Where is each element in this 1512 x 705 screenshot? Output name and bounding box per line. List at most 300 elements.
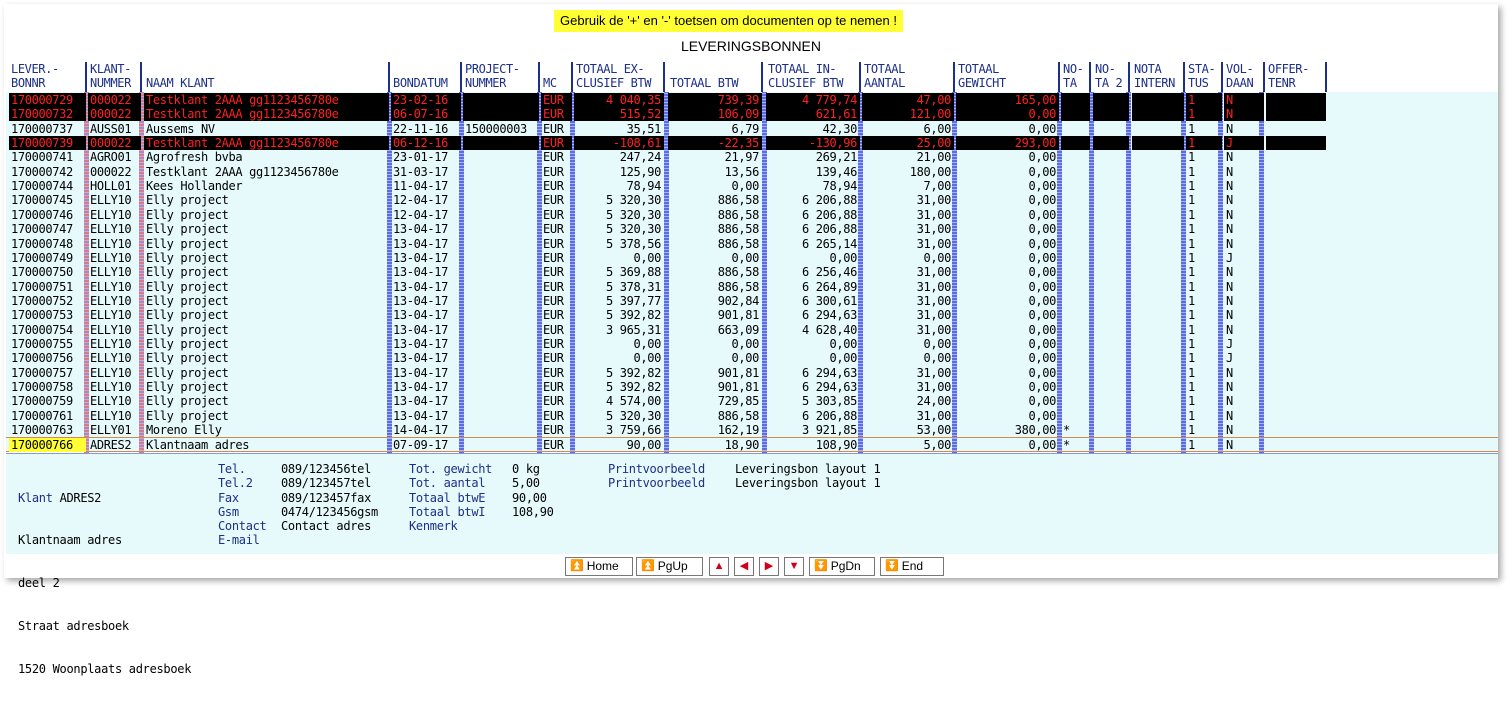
home-label: Home [586,559,619,573]
table-cell [1093,150,1129,164]
table-cell [1061,337,1090,351]
table-row[interactable] [6,423,1498,437]
table-cell: 42,30 [822,121,857,136]
table-cell: EUR [541,93,572,107]
table-cell: 0,00 [1028,408,1056,423]
info-line [218,476,408,490]
table-cell [1093,237,1129,251]
info-line [218,462,408,476]
table-row[interactable] [6,93,1498,107]
table-cell: 0,00 [1028,121,1056,136]
table-cell: 0,00 [1028,265,1056,280]
table-cell [1061,222,1090,236]
table-cell: 5 303,85 [802,394,857,409]
table-row[interactable] [6,409,1498,423]
header-col-totaal-excl[interactable]: TOTAAL EX- CLUSIEF BTW [574,62,665,92]
header-col-mc[interactable]: MC [541,62,573,92]
table-cell [1132,208,1184,222]
table-cell: EUR [543,121,564,136]
table-row[interactable] [6,122,1498,136]
info-value: Contact adres [281,519,372,534]
table-cell [1061,265,1090,279]
table-cell: 13-04-17 [393,265,448,280]
table-cell: 1 [1188,408,1195,423]
table-cell: 886,58 [717,408,759,423]
up-button[interactable] [709,557,729,576]
table-cell: 78,94 [626,179,661,194]
table-cell [1061,208,1090,222]
table-cell: 13-04-17 [393,236,448,251]
table-cell: 663,09 [717,322,759,337]
table-cell: 6 300,61 [802,293,857,308]
table-cell [1093,409,1129,423]
table-cell [1132,93,1184,107]
table-row[interactable] [6,394,1498,408]
arrow-left-icon: ◀ [739,560,749,572]
table-cell: 170000752 [11,293,73,308]
double-down-arrow-icon: ⏬ [885,560,899,572]
table-cell: 139,46 [815,164,857,179]
table-cell: 0,00 [1028,438,1056,453]
header-col-status[interactable]: STA- TUS [1186,62,1223,92]
table-cell [1132,150,1184,164]
header-col-nota-intern[interactable]: NOTA INTERN [1132,62,1185,92]
table-cell [1266,251,1326,265]
table-cell: 1 [1188,380,1195,394]
table-cell: 886,58 [717,236,759,251]
table-cell [1061,150,1090,164]
table-cell: 3 921,85 [802,423,857,438]
table-cell: 0,00 [923,336,951,351]
info-key: E-mail [218,533,260,548]
table-cell: 6 294,63 [802,308,857,323]
table-cell: 170000739 [9,136,86,150]
table-cell [1266,351,1326,365]
table-cell [463,380,539,394]
table-cell: 0,00 [1028,236,1056,251]
table-cell [463,93,539,107]
table-row[interactable] [6,323,1498,337]
table-cell [1132,423,1184,437]
table-cell [1061,165,1090,179]
table-cell: Testklant 2AAA gg1123456780e [144,93,389,107]
table-cell [1093,337,1129,351]
table-cell [1061,251,1090,265]
table-cell: N [1226,193,1233,208]
table-cell: EUR [543,293,564,308]
table-cell [1132,280,1184,294]
table-cell: 0,00 [1028,250,1056,265]
table-cell: 515,52 [574,107,664,121]
table-cell [463,208,539,222]
header-col-voldaan[interactable]: VOL- DAAN [1224,62,1265,92]
table-cell: 0,00 [1028,336,1056,351]
left-button[interactable] [734,557,754,576]
table-cell: EUR [543,222,564,237]
table-cell: 0,00 [1028,222,1056,237]
table-cell [1266,423,1326,437]
table-row[interactable] [6,165,1498,179]
table-cell: 739,39 [668,93,762,107]
table-cell: Elly project [146,351,229,366]
table-cell: 31,00 [916,193,951,208]
table-cell: 1 [1188,193,1195,208]
header-col-bonnr[interactable]: LEVER.- BONNR [9,62,87,92]
table-cell: 901,81 [717,365,759,380]
table-cell: ELLY10 [90,380,132,394]
table-cell: 47,00 [862,93,954,107]
table-cell: 1 [1188,279,1195,294]
table-row[interactable] [6,237,1498,251]
table-cell: 170000758 [11,380,73,394]
info-key: Totaal btwE [409,490,486,505]
table-cell: 170000747 [11,222,73,237]
table-cell: EUR [543,394,564,409]
table-cell: 13-04-17 [393,394,448,409]
pgdn-label: PgDn [830,559,861,573]
table-cell: 31,00 [916,236,951,251]
address-line: 1520 Woonplaats adresboek [18,662,192,677]
table-cell [1093,323,1129,337]
table-cell: Kees Hollander [146,179,243,194]
header-col-totaal-btw[interactable]: TOTAAL BTW [668,62,763,92]
arrow-down-icon: ▼ [788,560,800,572]
info-key[interactable]: Printvoorbeeld [608,462,705,476]
table-cell: 0,00 [1028,322,1056,337]
table-cell: Elly project [146,394,229,409]
table-cell [1093,222,1129,236]
table-cell: 162,19 [717,423,759,438]
info-line [218,505,408,519]
table-cell: 13,56 [724,164,759,179]
table-cell: 1 [1188,423,1195,438]
table-row[interactable] [6,337,1498,351]
info-key: Contact [218,519,267,534]
table-cell [1061,107,1090,121]
table-cell [1132,222,1184,236]
table-cell [1266,394,1326,408]
table-cell [1266,165,1326,179]
table-cell: 35,51 [626,121,661,136]
table-cell [1266,136,1326,150]
table-cell: 31,00 [916,293,951,308]
info-line [409,476,599,490]
table-cell [1132,366,1184,380]
table-cell [1132,438,1184,452]
table-cell: HOLL01 [90,179,132,194]
table-cell: 170000753 [11,308,73,323]
table-row[interactable] [6,208,1498,222]
table-cell: 22-11-16 [393,121,448,136]
table-cell [1093,423,1129,437]
table-row[interactable] [6,222,1498,236]
table-cell [1132,409,1184,423]
table-cell [1132,308,1184,322]
table-cell [1061,394,1090,408]
table-cell: 0,00 [731,351,759,366]
table-cell: 170000766 [9,438,86,452]
info-value: 108,90 [512,504,554,519]
table-cell [1132,193,1184,207]
table-cell: ELLY01 [90,423,132,438]
table-cell [1266,380,1326,394]
header-col-klantnummer[interactable]: KLANT- NUMMER [88,62,142,92]
table-cell: 31,00 [916,308,951,323]
table-row[interactable] [6,308,1498,322]
down-button[interactable] [784,557,804,576]
table-cell: 170000754 [11,322,73,337]
home-button[interactable] [565,557,633,576]
table-cell [1061,366,1090,380]
pager [4,557,1498,577]
table-row[interactable] [6,251,1498,265]
table-row[interactable] [6,280,1498,294]
header-col-totaal-gewicht[interactable]: TOTAAL GEWICHT [956,62,1060,92]
table-cell: EUR [543,207,564,222]
table-cell: EUR [543,150,564,165]
table-cell: 3 759,66 [606,423,661,438]
hint-banner: Gebruik de '+' en '-' toetsen om documenten op te nemen ! [554,10,903,32]
table-cell: 0,00 [633,336,661,351]
table-cell: 0,00 [731,336,759,351]
table-cell: 1 [1188,308,1195,323]
table-cell: 886,58 [717,207,759,222]
table-cell: ELLY10 [90,265,132,280]
info-value: 5,00 [512,476,540,491]
table-cell: 0,00 [1028,293,1056,308]
info-key: Tel. [218,462,246,476]
table-cell: N [1226,423,1233,438]
table-row[interactable] [6,380,1498,394]
table-cell: 13-04-17 [393,279,448,294]
table-cell: 4 779,74 [766,93,860,107]
table-row[interactable] [6,366,1498,380]
address-line: Klantnaam adres [18,533,122,548]
table-cell: 14-04-17 [393,423,448,438]
table-cell [1132,265,1184,279]
table-cell: 6,79 [731,121,759,136]
table-cell: 31,00 [916,322,951,337]
table-cell: 0,00 [1028,193,1056,208]
table-cell [1266,366,1326,380]
table-cell [463,337,539,351]
table-cell [1061,280,1090,294]
table-cell [1093,93,1129,107]
right-button[interactable] [759,557,779,576]
table-cell [1266,323,1326,337]
table-cell: Moreno Elly [146,423,222,438]
header-col-nota[interactable]: NO- TA [1061,62,1091,92]
table-cell: EUR [543,279,564,294]
table-cell [1132,380,1184,394]
table-cell: ELLY10 [90,322,132,337]
table-cell [1061,323,1090,337]
table-cell: 12-04-17 [393,207,448,222]
table-cell: N [1226,279,1233,294]
table-cell: EUR [543,164,564,179]
table-cell: 1 [1188,207,1195,222]
table-cell: 170000732 [9,107,86,121]
table-cell [1061,93,1090,107]
info-value: Leveringsbon layout 1 [735,476,881,491]
table-cell: 0,00 [829,250,857,265]
table-cell [1093,394,1129,408]
double-up-arrow-icon: ⏫ [570,560,584,572]
table-cell: 170000748 [11,236,73,251]
table-cell [1132,394,1184,408]
table-cell [1093,179,1129,193]
table-cell: 31-03-17 [393,164,448,179]
table-cell: 886,58 [717,193,759,208]
table-cell: N [1226,365,1233,380]
table-cell: EUR [543,193,564,208]
table-cell [1132,294,1184,308]
table-cell: 1 [1186,93,1222,107]
table-row[interactable] [6,437,1498,451]
table-cell [1093,122,1129,136]
header-col-offertenr[interactable]: OFFER- TENR [1266,62,1327,92]
pgup-button[interactable] [636,557,703,576]
table-row[interactable] [6,136,1498,150]
table-cell: 78,94 [822,179,857,194]
table-cell: 31,00 [916,265,951,280]
table-row[interactable] [6,107,1498,121]
table-cell: 06-12-16 [391,136,461,150]
table-cell: N [1226,322,1233,337]
klant-label: Klant [18,490,53,505]
table-cell: 0,00 [1028,351,1056,366]
table-cell: Elly project [146,265,229,280]
table-cell: 170000759 [11,394,73,409]
end-button[interactable] [880,557,944,576]
table-cell: ELLY10 [90,365,132,380]
table-cell: Agrofresh bvba [146,150,243,165]
table-cell [1093,208,1129,222]
header-col-naam-klant[interactable]: NAAM KLANT [144,62,390,92]
window-frame [4,4,1498,677]
table-cell: 1 [1188,121,1195,136]
table-cell: N [1226,380,1233,394]
table-cell: Elly project [146,193,229,208]
table-cell: Elly project [146,293,229,308]
table-cell [1061,237,1090,251]
table-cell: 170000751 [11,279,73,294]
table-cell: Elly project [146,336,229,351]
table-row[interactable] [6,294,1498,308]
table-cell [1132,179,1184,193]
table-cell: 170000755 [11,336,73,351]
address-line: Straat adresboek [18,619,129,634]
table-cell: 000022 [88,93,141,107]
table-cell: 21,00 [916,150,951,165]
table-row[interactable] [6,150,1498,164]
table-cell: 170000742 [11,164,73,179]
table-cell: N [1226,408,1233,423]
table-cell [1093,438,1129,452]
info-value: 0 kg [512,462,540,476]
table-cell: J [1226,351,1233,366]
table-cell: 6 206,88 [802,222,857,237]
table-cell: 150000003 [465,121,527,136]
table-cell: ELLY10 [90,293,132,308]
header-col-nota2[interactable]: NO- TA 2 [1093,62,1130,92]
table-cell [463,150,539,164]
info-key: Kenmerk [409,519,458,534]
table-cell: J [1226,336,1233,351]
table-cell: 23-01-17 [393,150,448,165]
table-cell: 902,84 [717,293,759,308]
table-cell: 31,00 [916,207,951,222]
table-cell: 13-04-17 [393,322,448,337]
table-cell: 0,00 [1028,308,1056,323]
table-cell: EUR [543,351,564,366]
table-cell: 170000744 [11,179,73,194]
table-cell: 11-04-17 [393,179,448,194]
table-cell: Elly project [146,365,229,380]
info-value: 90,00 [512,490,547,505]
table-cell: 6 265,14 [802,236,857,251]
info-key: Tot. gewicht [409,462,493,476]
header-col-totaal-incl[interactable]: TOTAAL IN- CLUSIEF BTW [766,62,861,92]
header-col-totaal-aantal[interactable]: TOTAAL AANTAL [862,62,955,92]
table-cell [1266,280,1326,294]
table-cell [463,308,539,322]
table-cell: EUR [543,408,564,423]
table-cell: Elly project [146,308,229,323]
leveringsbonnen-grid [6,62,1498,452]
table-cell [1061,179,1090,193]
header-col-projectnummer[interactable]: PROJECT- NUMMER [463,62,540,92]
table-cell: 170000756 [11,351,73,366]
table-cell: EUR [543,308,564,323]
table-cell: 31,00 [916,408,951,423]
page-up-icon: ⏫ [641,560,655,572]
table-cell: 1 [1188,250,1195,265]
header-col-bondatum[interactable]: BONDATUM [391,62,462,92]
info-line [409,491,599,505]
table-cell: 1 [1188,236,1195,251]
pgdn-button[interactable] [809,557,875,576]
info-value: 089/123456tel [281,462,372,476]
table-cell: J [1226,250,1233,265]
table-row[interactable] [6,179,1498,193]
table-cell [1061,136,1090,150]
table-cell: EUR [543,236,564,251]
table-cell [463,165,539,179]
table-cell: Testklant 2AAA gg1123456780e [144,136,389,150]
info-line [218,491,408,505]
table-cell [463,438,539,452]
table-row[interactable] [6,265,1498,279]
table-cell [1266,107,1326,121]
table-cell [463,237,539,251]
table-cell: 4 628,40 [802,322,857,337]
table-cell [1132,351,1184,365]
table-cell: 1 [1188,179,1195,194]
table-cell [463,265,539,279]
table-row[interactable] [6,193,1498,207]
table-cell [463,251,539,265]
table-cell: ELLY10 [90,408,132,423]
table-cell: 13-04-17 [393,336,448,351]
table-row[interactable] [6,351,1498,365]
table-cell: 18,90 [724,438,759,453]
table-cell [463,351,539,365]
table-cell: EUR [543,250,564,265]
table-cell: 1 [1186,107,1222,121]
info-key[interactable]: Printvoorbeeld [608,476,705,491]
table-cell: ELLY10 [90,351,132,366]
